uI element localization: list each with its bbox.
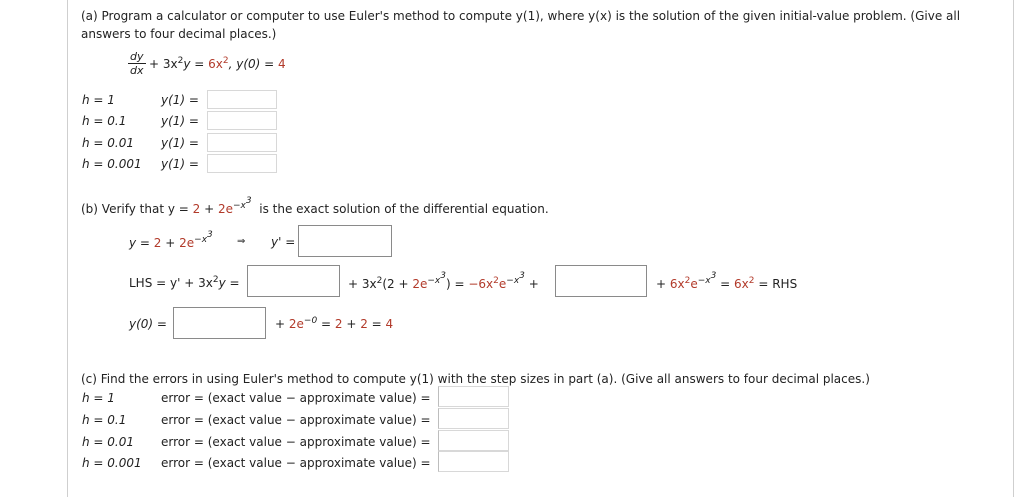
lhs-label: LHS = $y' + 3x^2y$ = bbox=[129, 275, 240, 290]
y0-input[interactable] bbox=[173, 307, 266, 339]
y1-label: y(1) = bbox=[161, 136, 199, 150]
error-label: error = (exact value − approximate value) = bbox=[161, 456, 431, 470]
step-size-label: h = 0.1 bbox=[82, 114, 127, 128]
step-size-label: h = 0.01 bbox=[82, 435, 135, 449]
step-size-label: h = 0.01 bbox=[82, 136, 135, 150]
y1-label: y(1) = bbox=[161, 93, 199, 107]
error-label: error = (exact value − approximate value) = bbox=[161, 391, 431, 405]
part-a-prompt-line2: answers to four decimal places.) bbox=[81, 27, 277, 41]
solution-equation: $y = 2 + 2e^{-x^3}$ bbox=[129, 230, 213, 250]
y1-label: y(1) = bbox=[161, 114, 199, 128]
y-prime-label: y' = bbox=[271, 235, 296, 249]
error-input-h0.001[interactable] bbox=[438, 451, 509, 472]
y0-label: y(0) = bbox=[129, 317, 167, 331]
step-size-label: h = 1 bbox=[82, 93, 115, 107]
lhs-second-term-input[interactable] bbox=[555, 265, 647, 297]
y1-answer-input-h0.01[interactable] bbox=[207, 133, 277, 152]
error-label: error = (exact value − approximate value) = bbox=[161, 435, 431, 449]
y1-answer-input-h1[interactable] bbox=[207, 90, 277, 109]
error-input-h0.01[interactable] bbox=[438, 430, 509, 451]
y-prime-input[interactable] bbox=[298, 225, 392, 257]
implies-arrow: ⇒ bbox=[237, 236, 246, 247]
y1-answer-input-h0.1[interactable] bbox=[207, 111, 277, 130]
error-label: error = (exact value − approximate value) = bbox=[161, 413, 431, 427]
step-size-label: h = 0.1 bbox=[82, 413, 127, 427]
y1-label: y(1) = bbox=[161, 157, 199, 171]
derivative-fraction bbox=[128, 50, 146, 77]
y0-verification: + $2e^{-0} = 2 + 2 = 4$ bbox=[275, 316, 394, 331]
error-input-h0.1[interactable] bbox=[438, 408, 509, 429]
step-size-label: h = 0.001 bbox=[82, 456, 142, 470]
part-b-prompt: (b) Verify that $y = 2 + 2e^{-x^3}$ is the exact solution of the differential equation. bbox=[81, 196, 549, 216]
error-input-h1[interactable] bbox=[438, 386, 509, 407]
fraction-denominator: dx bbox=[130, 64, 144, 77]
part-a-prompt-line1: (a) Program a calculator or computer to use Euler's method to compute y(1), where y(x) is the solution of the given initial-value problem. (Give all bbox=[81, 9, 961, 23]
step-size-label: h = 0.001 bbox=[82, 157, 142, 171]
rhs-result: + $6x^2e^{-x^3} = 6x^2$ = RHS bbox=[656, 271, 798, 291]
step-size-label: h = 1 bbox=[82, 391, 115, 405]
lhs-expansion: + $3x^2(2 + 2e^{-x^3}) = -6x^2e^{-x^3}$ + bbox=[348, 271, 539, 291]
part-c-prompt: (c) Find the errors in using Euler's method to compute y(1) with the step sizes in part (a). (Give all answers to four decimal places.) bbox=[81, 372, 870, 386]
lhs-first-term-input[interactable] bbox=[247, 265, 340, 297]
y1-answer-input-h0.001[interactable] bbox=[207, 154, 277, 173]
ivp-equation: + $3x^2y = 6x^2$, y(0) = 4 bbox=[149, 56, 286, 71]
fraction-numerator: dy bbox=[130, 50, 144, 63]
